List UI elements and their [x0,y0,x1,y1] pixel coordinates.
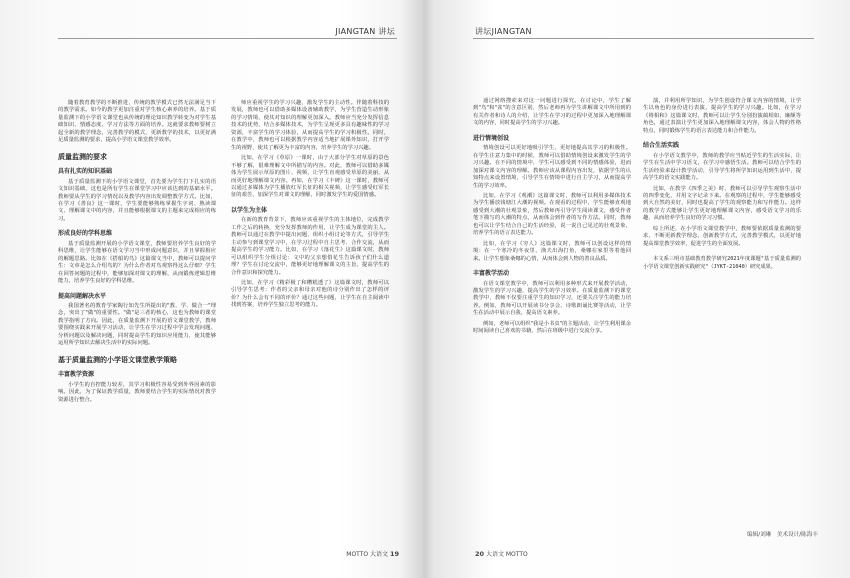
body-paragraph: 师应重视学生的学习兴趣，激发学生的主动性。伴随着科技的发展，教师也可以借助多媒体设备辅助教学，为学生营造生动形象的学习情境，使其对知识的理解更加深入。教师应当充分发挥信息技术的优势，结合多媒体技术，为学生呈现更多具有趣味性的学习资源，丰富学生的学习体验，从而提高学生的学习积极性。同时，在教学中，教师也可以根据教学内容适当地扩展课外知识，打开学生的视野，使其了解更为丰富的内容，培养学生的学习兴趣。 [231,100,389,151]
left-column-1 [58,100,216,407]
body-paragraph: 情境创设可以更好地吸引学生，更好地提高其学习的积极性。在学生注意力集中的时候，教师可以借助情境创设来激发学生的学习兴趣。在不同的情境中，学生可以感受到不同的情感体验，进而加深对课文内容的理解。教师应该从课程内容出发，依据学生的认知特点来设置情境，引导学生在情境中进行自主学习，从而提高学生的学习效率。 [473,145,631,189]
body-paragraph: 综上所述，在小学语文课堂教学中，教师要依据质量监测的要求，不断更新教学理念，创新教学方式，完善教学模式，以更好地提高课堂教学效率，促进学生的全面发展。 [643,225,801,247]
page-number: 19 [389,550,399,558]
right-header-brand: 讲坛JIANGTAN [475,27,532,36]
section-heading: 基于质量监测的小学语文课堂教学策略 [58,355,177,364]
body-paragraph: 比如，在学习《草原》一课时，由于大部分学生对草原的景色不够了解，很难理解文中所描写的内容。对此，教师可以借助多媒体为学生展示草原的图片、视频，让学生直观感受草原的美丽，从而更好地理解课文内容。再如，在学习《丰碑》这一课时，教师可以通过多媒体为学生播放红军长征的相关视频，让学生感受红军长征的艰苦，加深学生对课文的理解，同时激发学生的爱国情感。 [231,155,389,199]
footer-label: MOTTO 大语文 [346,551,389,558]
body-paragraph: 基于质量监测开展的小学语文课堂，教师要培养学生良好的学科思维，让学生能够在语文学习当中形成问题意识，并且掌握相应的解题思路。比如在《搭船的鸟》这篇课文当中，教师可以提问学生：文章是怎么介绍鸟的？为什么作者对鸟观察得这么仔细？学生在回答问题的过程中，能够加深对课文的理解，从而锻炼逻辑思维能力，培养学生良好的学科思维。 [58,240,216,285]
left-header-rule [58,38,397,39]
body-paragraph: 在语文课堂教学中，教师可以利用多种形式来开展教学活动，激发学生的学习兴趣，提高学生的学习效率。在质量监测下的课堂教学中，教师不仅要注重学生的知识学习，还要关注学生的能力培养。例如，教师可以开展读书分享会、诗歌朗诵比赛等活动，让学生在活动中展示自我，提高语文素养。 [473,280,631,317]
footer-label: 大语文 MOTTO [485,551,528,558]
left-footer [346,549,399,558]
body-paragraph: 在新的教育背景下，教师应该重视学生的主体地位，完成教学工作之后的转换，充分发挥教师的作用，让学生成为课堂的主人。教师可以通过在教学中提出问题、组织小组讨论等方式，引导学生主动参与到课堂学习中，在学习过程中自主思考、合作交流，从而提高学生的学习能力。比如，在学习《落花生》这篇课文时，教师可以组织学生分组讨论：文中的父亲想借花生告诉孩子们什么道理？学生在讨论交流中，能够更好地理解课文的主旨，提高学生的合作意识和探究能力。 [231,217,389,276]
subsection-heading: 形成良好的学科思维 [58,230,113,238]
body-paragraph: 我国著名的教育学家陶行知先生所提出的"教、学、做合一"理念，突出了"做"的重要性。"做"是三者的核心，这也为教师的课堂教学指明了方向。因此，在质量监测下开展的语文课堂教学，教师要围绕实践来开展学习活动，让学生在学习过程中学会发现问题、分析问题以及解决问题，同时提高学生的知识应用能力，使其能够运用所学知识去解决生活中的实际问题。 [58,302,216,347]
right-page [425,0,850,578]
left-header-brand: JIANGTAN 讲坛 [335,27,395,36]
subsection-heading: 丰富教学活动 [473,270,510,278]
intro-paragraph: 随着教育教学的不断推进，传统的教学模式已然无法满足当下的教学需求。如今的教学更加注重对学生核心素养的培养。基于质量监测下的小学语文课堂也从传统的理论知识教学转变为对学生基础知识、情感态度、学习方法等方面的培养。这就要求教师要树立起全新的教学理念，完善教学的模式，更新教学的技术，以更好满足质量监测的要求，提高小学语文课堂教学效率。 [58,100,216,144]
body-paragraph: 例如，老师可以组织"我是小书虫"的主题活动，让学生利用课余时间阅读自己喜欢的书籍，然后在班级中进行交流分享。 [473,320,631,335]
body-paragraph: 比如，在学习《观潮》这篇课文时，教师可以利用多媒体技术为学生播放钱塘江大潮的视频。在观看的过程中，学生能够直观地感受到大潮的壮观景象，然后教师再引导学生阅读课文，感受作者笔下描写的大潮的特点，从而体会到作者的写作方法。同时，教师也可以让学生结合自己的生活经验，说一说自己见过的壮观景象，培养学生的语言表达能力。 [473,192,631,237]
page-number: 20 [475,550,485,558]
body-paragraph: 比如，在学习《穷人》这篇课文时，教师可以创设这样的情境：在一个寒冷的冬夜里，渔夫出海打鱼，桑娜在家里等着他回来。让学生想象桑娜的心情，从而体会到人物的善良品质。 [473,240,631,262]
left-column-2 [231,100,389,313]
body-paragraph: 在小学语文教学中，教师的教学应当贴近学生的生活实际，让学生在生活中学习语文，在学习中感悟生活。教师可以结合学生的生活经验来设计教学活动，引导学生将所学知识运用到生活中，提高学生的语文实践能力。 [643,152,801,182]
editor-credit: 编辑/刘琳 美术设计/陈海丰 [747,532,818,538]
body-paragraph: 演，并利用所学知识，为学生创设符合课文内容的情境，让学生以角色的身份进行表演，提高学生的学习兴趣。比如，在学习《将相和》这篇课文时，教师可以让学生分别扮演蔺相如、廉颇等角色，通过表演让学生更加深入地理解课文内容，体会人物的性格特点，同时锻炼学生的语言表达能力和合作能力。 [643,98,801,134]
body-paragraph: 基于质量监测下的小学语文课堂，首先要为学生打下扎实的语文知识基础，这也是所有学生在课堂学习中应该达到的基础水平。教师要从学生的学习情况以及教学内容出发调整教学方式。比如，在学习《善良》这一课时，学生要能够熟练掌握生字词、熟读课文、理解课文中的内容，并且能够根据课文的主题来完成相应的练习。 [58,178,216,222]
right-column-1 [473,98,631,339]
body-paragraph: 比如，在学习《精彩极了和糟糕透了》这篇课文时，教师可以引导学生思考：作者的父亲和母亲对他的诗分别作出了怎样的评价？为什么会有不同的评价？通过这些问题，让学生在自主阅读中找到答案，培养学生独立思考的能力。 [231,279,389,309]
subsection-heading: 进行情境创设 [473,134,510,142]
body-paragraph: 小学生的自控能力较差，其学习积极性容易受到外界因素的影响。因此，为了保证教学质量，教师要结合学生的实际情况对教学资源进行整合。 [58,381,216,403]
subsection-heading: 具有扎实的知识基础 [58,168,113,176]
fund-note: 本文系三明市基础教育教学研究2021年度课题"基于质量监测的小学语文课堂创新实践研究"（JYKT-21040）研究成果。 [643,256,801,270]
section-heading: 质量监测的要求 [58,152,107,161]
right-header-rule [473,38,814,39]
right-footer [475,549,528,558]
subsection-heading: 结合生活实践 [643,142,680,150]
subsection-heading: 以学生为主体 [231,206,268,214]
body-paragraph: 比如，在教学《四季之美》时，教师可以引导学生观察生活中的四季变化，并用文字记录下来。在观察的过程中，学生能够感受到大自然的美好，同时也提高了学生的观察能力和写作能力。这样的教学方式能够让学生更好地理解课文内容，感受语文学习的乐趣，从而培养学生良好的学习习惯。 [643,185,801,222]
body-paragraph: 通过网络搜索来对这一问题进行探究。在讨论中，学生了解到"鸟"和"雀"的含意区别，然后老师再为学生讲解课文中所用到的有关作者和诗人的介绍，让学生在学习的过程中更加深入地理解课文的内容，同时提高学生的学习兴趣。 [473,98,631,127]
subsection-heading: 丰富教学资源 [58,371,95,379]
subsection-heading: 提高问题解决水平 [58,292,107,300]
right-column-2 [643,98,801,271]
